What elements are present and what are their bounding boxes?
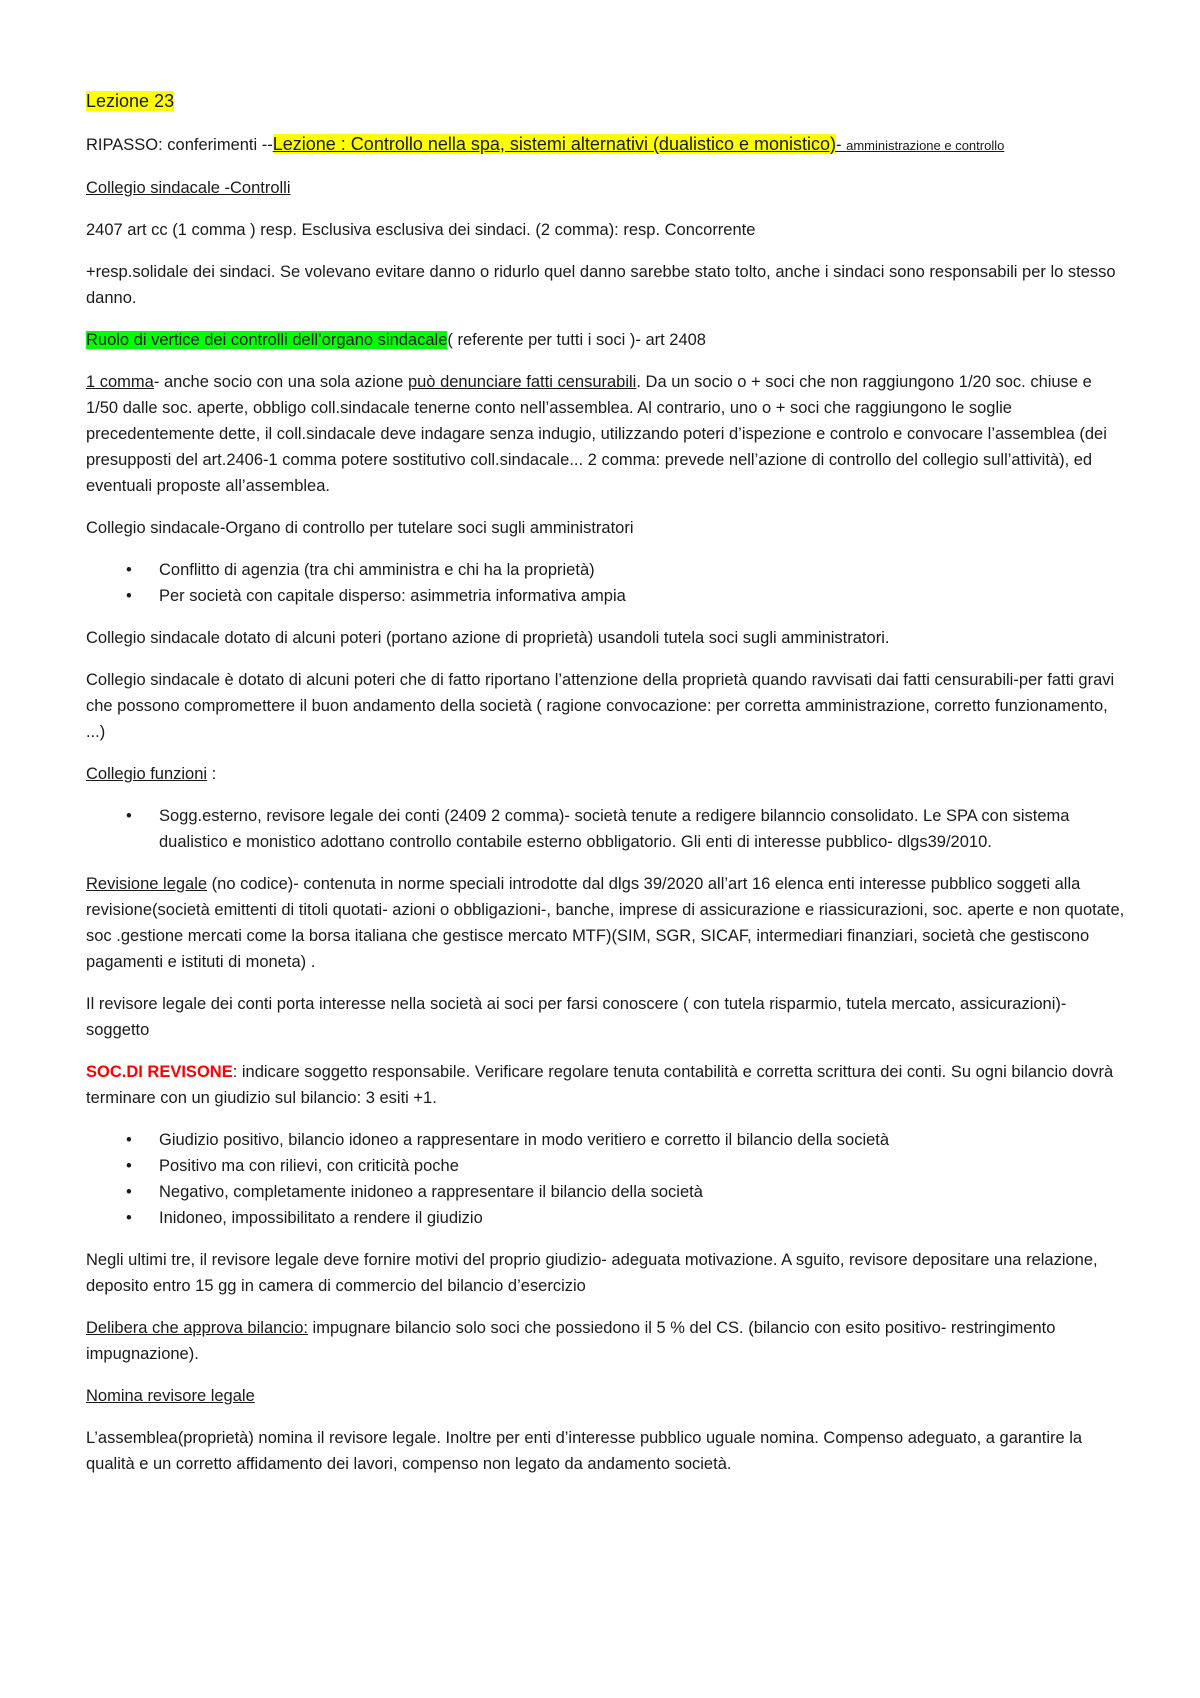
comma-text-1: - anche socio con una sola azione <box>153 373 408 391</box>
paragraph-dotato-1: Collegio sindacale dotato di alcuni poteri (portano azione di proprietà) usandoli tutela soci sugli amministratori. <box>86 629 890 647</box>
delibera-rest: impugnare bilancio solo soci che possiedono il 5 % del CS. (bilancio con esito positivo- restringimento impugnazione). <box>86 1319 1056 1363</box>
lesson-title-text: Lezione 23 <box>86 91 175 111</box>
list-item <box>86 557 1126 583</box>
list-item-text: Giudizio positivo, bilancio idoneo a rappresentare in modo veritiero e corretto il bilancio della società <box>159 1131 890 1149</box>
heading-collegio-text: Collegio sindacale -Controlli <box>86 179 291 197</box>
paragraph-revisione <box>86 871 1126 975</box>
revisione-label: Revisione legale <box>86 875 208 893</box>
comma-underline: può denunciare fatti censurabili <box>407 373 637 391</box>
ruolo-rest: ( referente per tutti i soci )- art 2408 <box>447 331 706 349</box>
list-item-text: Conflitto di agenzia (tra chi amministra e chi ha la proprietà) <box>159 561 595 579</box>
paragraph-revisore: Il revisore legale dei conti porta interesse nella società ai soci per farsi conoscere ( con tutela risparmio, tutela mercato, assicurazioni)- soggetto <box>86 995 1067 1039</box>
header-topic: Lezione : Controllo nella spa, sistemi alternativi (dualistico e monistico) <box>272 134 837 154</box>
paragraph-soc <box>86 1059 1126 1111</box>
paragraph-ruolo <box>86 327 1126 353</box>
list-item-text: Sogg.esterno, revisore legale dei conti (2409 2 comma)- società tenute a redigere bilanncio consolidato. Le SPA con sistema dualistico e monistico adottano controllo contabile esterno obbligatorio. Gli enti di interesse pubblico- dlgs39/2010. <box>159 807 1070 851</box>
heading-nomina-text: Nomina revisore legale <box>86 1387 255 1405</box>
header-dash: - <box>836 136 847 154</box>
paragraph-2407: 2407 art cc (1 comma ) resp. Esclusiva esclusiva dei sindaci. (2 comma): resp. Concorrente <box>86 221 756 239</box>
bullet-icon: • <box>126 561 132 579</box>
list-item <box>86 1179 1126 1205</box>
revisione-rest: (no codice)- contenuta in norme speciali introdotte dal dlgs 39/2020 all’art 16 elenca enti interesse pubblico soggeti alla revisione(società emittenti di titoli quotati- azioni o obbligazioni-, banche, imprese di assicurazione e riassicurazioni, soc. aperte e non quotate, soc .gestione mercati come la borsa italiana che gestisce mercato MTF)(SIM, SGR, SICAF, intermediari finanziari, società che gestiscono pagamenti e istituti di moneta) . <box>86 875 1125 971</box>
paragraph-solidale: +resp.solidale dei sindaci. Se volevano evitare danno o ridurlo quel danno sarebbe stato tolto, anche i sindaci sono responsabili per lo stesso danno. <box>86 263 1116 307</box>
heading-nomina <box>86 1383 1126 1409</box>
paragraph-organo: Collegio sindacale-Organo di controllo per tutelare soci sugli amministratori <box>86 519 634 537</box>
soc-label: SOC.DI REVISONE <box>86 1063 233 1081</box>
list-item <box>86 1153 1126 1179</box>
paragraph-comma <box>86 369 1126 499</box>
delibera-label: Delibera che approva bilancio: <box>86 1319 308 1337</box>
comma-label: 1 comma <box>86 373 154 391</box>
ruolo-highlight: Ruolo di vertice dei controlli dell’organo sindacale <box>86 331 448 349</box>
bullet-list-2 <box>86 803 1126 855</box>
list-item-text: Per società con capitale disperso: asimmetria informativa ampia <box>159 587 626 605</box>
paragraph-dotato-2: Collegio sindacale è dotato di alcuni poteri che di fatto riportano l’attenzione della proprietà quando ravvisati dai fatti censurabili-per fatti gravi che possono compromettere il buon andamento della società ( ragione convocazione: per corretta amministrazione, corretto funzionamento, ...) <box>86 671 1115 741</box>
list-item-text: Inidoneo, impossibilitato a rendere il giudizio <box>159 1209 483 1227</box>
paragraph-delibera <box>86 1315 1126 1367</box>
paragraph-ultimi: Negli ultimi tre, il revisore legale deve fornire motivi del proprio giudizio- adeguata motivazione. A sguito, revisore depositare una relazione, deposito entro 15 gg in camera di commercio del bilancio d’esercizio <box>86 1251 1098 1295</box>
header-line <box>86 131 1126 159</box>
bullet-icon: • <box>126 1131 132 1149</box>
heading-funzioni <box>86 761 1126 787</box>
list-item-text: Positivo ma con rilievi, con criticità poche <box>159 1157 459 1175</box>
heading-collegio <box>86 175 1126 201</box>
bullet-list-1 <box>86 557 1126 609</box>
list-item <box>86 803 1126 855</box>
header-suffix: amministrazione e controllo <box>846 138 1005 153</box>
list-item <box>86 1205 1126 1231</box>
funzioni-rest: : <box>207 765 217 783</box>
paragraph-assemblea: L’assemblea(proprietà) nomina il revisore legale. Inoltre per enti d’interesse pubblico uguale nomina. Compenso adeguato, a garantire la qualità e un corretto affidamento dei lavori, compenso non legato da andamento società. <box>86 1429 1083 1473</box>
list-item-text: Negativo, completamente inidoneo a rappresentare il bilancio della società <box>159 1183 703 1201</box>
bullet-icon: • <box>126 1157 132 1175</box>
bullet-icon: • <box>126 807 132 825</box>
bullet-icon: • <box>126 587 132 605</box>
funzioni-label: Collegio funzioni <box>86 765 208 783</box>
header-prefix: RIPASSO: conferimenti -- <box>86 136 273 154</box>
lesson-title <box>86 88 1126 115</box>
bullet-icon: • <box>126 1183 132 1201</box>
bullet-list-3 <box>86 1127 1126 1231</box>
soc-rest: : indicare soggetto responsabile. Verificare regolare tenuta contabilità e corretta scrittura dei conti. Su ogni bilancio dovrà terminare con un giudizio sul bilancio: 3 esiti +1. <box>86 1063 1114 1107</box>
list-item <box>86 583 1126 609</box>
bullet-icon: • <box>126 1209 132 1227</box>
comma-text-2: . Da un socio o + soci che non raggiungono 1/20 soc. chiuse e 1/50 dalle soc. aperte, obbligo coll.sindacale tenerne conto nell’assemblea. Al contrario, uno o + soci che raggiungono le soglie precedentemente dette, il coll.sindacale deve indagare senza indugio, utilizzando poteri d’ispezione e controlo e convocare l’assemblea (dei presupposti del art.2406-1 comma potere sostitutivo coll.sindacale... 2 comma: prevede nell’azione di controllo del collegio sull’attività), ed eventuali proposte all’assemblea. <box>86 373 1107 495</box>
document-body <box>86 88 1126 1493</box>
list-item <box>86 1127 1126 1153</box>
